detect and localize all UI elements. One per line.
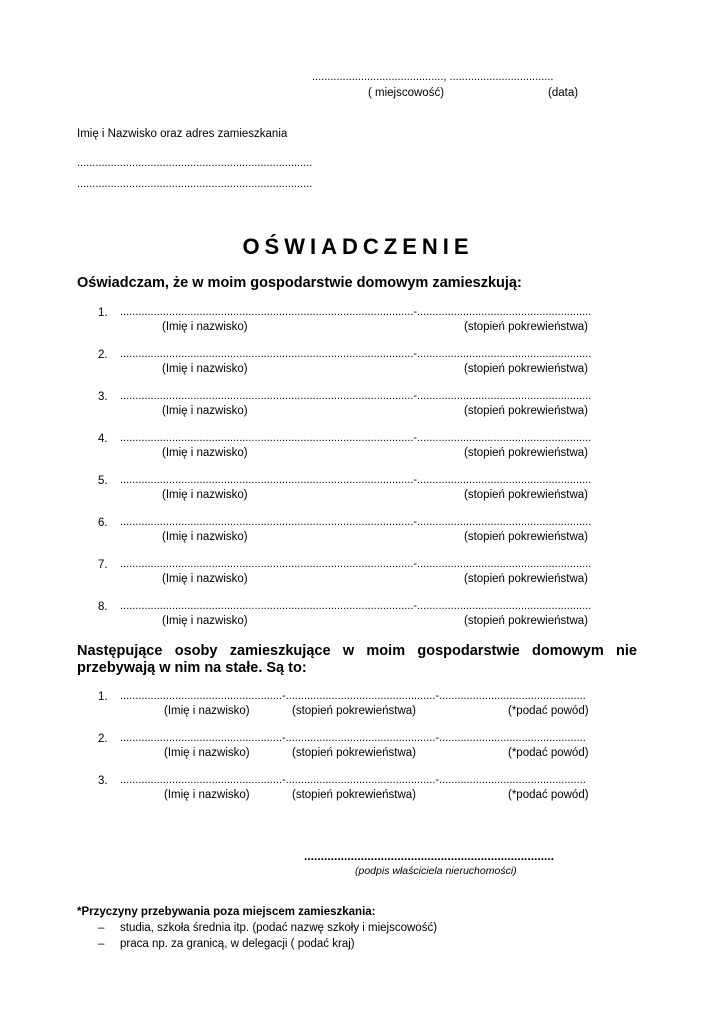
name-label: (Imię i nazwisko) <box>162 531 248 543</box>
signature-dots: ........................................................................... <box>304 849 555 863</box>
fill-line: ................................................................................................-......................................................... <box>120 390 592 402</box>
reason-label: (*podać powód) <box>508 747 589 759</box>
name-label: (Imię i nazwisko) <box>164 747 250 759</box>
name-label: (Imię i nazwisko) <box>162 615 248 627</box>
relation-label: (stopień pokrewieństwa) <box>464 363 589 375</box>
reason-label: (*podać powód) <box>508 789 589 801</box>
relation-label: (stopień pokrewieństwa) <box>292 789 417 801</box>
list-item-number: 4. <box>98 433 108 445</box>
relation-label: (stopień pokrewieństwa) <box>464 489 589 501</box>
relation-label: (stopień pokrewieństwa) <box>292 705 417 717</box>
section2-heading-line2: przebywają w nim na stałe. Są to: <box>77 660 307 676</box>
page-title: OŚWIADCZENIE <box>242 234 474 259</box>
list-item-number: 1. <box>98 307 108 319</box>
place-label: ( miejscowość) <box>368 87 445 99</box>
fill-line: ................................................................................................-......................................................... <box>120 516 592 528</box>
list-item-number: 6. <box>98 517 108 529</box>
fill-line: .....................................................-.................................................-................................................ <box>120 690 586 702</box>
name-label: (Imię i nazwisko) <box>162 573 248 585</box>
fill-line: ................................................................................................-......................................................... <box>120 474 592 486</box>
name-label: (Imię i nazwisko) <box>164 705 250 717</box>
fill-line: ................................................................................................-......................................................... <box>120 558 592 570</box>
relation-label: (stopień pokrewieństwa) <box>464 531 589 543</box>
list-item-number: 3. <box>98 391 108 403</box>
name-label: (Imię i nazwisko) <box>162 363 248 375</box>
list-item-number: 2. <box>98 349 108 361</box>
list-item-number: 3. <box>98 775 108 787</box>
name-label: (Imię i nazwisko) <box>162 321 248 333</box>
list-item-number: 7. <box>98 559 108 571</box>
name-label: (Imię i nazwisko) <box>162 405 248 417</box>
list-item-number: 5. <box>98 475 108 487</box>
fill-line: ................................................................................................-......................................................... <box>120 432 592 444</box>
fill-line: ................................................................................................-......................................................... <box>120 348 592 360</box>
fill-line: ................................................................................................-......................................................... <box>120 306 592 318</box>
list-item-number: 1. <box>98 691 108 703</box>
section2-heading-line1: Następujące osoby zamieszkujące w moim gospodarstwie domowym nie <box>77 643 637 659</box>
sender-line-2: ............................................................................. <box>77 178 313 190</box>
list-item-number: 2. <box>98 733 108 745</box>
place-date-dots: ..........................................., .................................. <box>312 71 554 83</box>
footnote-item-2: praca np. za granicą, w delegacji ( podać kraj) <box>120 938 355 950</box>
relation-label: (stopień pokrewieństwa) <box>464 447 589 459</box>
footnote-item-1: studia, szkoła średnia itp. (podać nazwę szkoły i miejscowość) <box>120 922 438 934</box>
relation-label: (stopień pokrewieństwa) <box>292 747 417 759</box>
reason-label: (*podać powód) <box>508 705 589 717</box>
sender-label: Imię i Nazwisko oraz adres zamieszkania <box>77 128 288 140</box>
date-label: (data) <box>548 87 579 99</box>
name-label: (Imię i nazwisko) <box>162 447 248 459</box>
name-label: (Imię i nazwisko) <box>162 489 248 501</box>
relation-label: (stopień pokrewieństwa) <box>464 405 589 417</box>
list-item-number: 8. <box>98 601 108 613</box>
fill-line: .....................................................-.................................................-................................................ <box>120 774 586 786</box>
signature-label: (podpis właściciela nieruchomości) <box>355 865 517 877</box>
footnote-bullet-2: – <box>98 938 105 950</box>
relation-label: (stopień pokrewieństwa) <box>464 573 589 585</box>
relation-label: (stopień pokrewieństwa) <box>464 615 589 627</box>
footnote-heading: *Przyczyny przebywania poza miejscem zamieszkania: <box>77 906 376 918</box>
fill-line: .....................................................-.................................................-................................................ <box>120 732 586 744</box>
sender-line-1: ............................................................................. <box>77 157 313 169</box>
name-label: (Imię i nazwisko) <box>164 789 250 801</box>
footnote-bullet-1: – <box>98 922 105 934</box>
relation-label: (stopień pokrewieństwa) <box>464 321 589 333</box>
section1-heading: Oświadczam, że w moim gospodarstwie domowym zamieszkują: <box>77 275 522 291</box>
fill-line: ................................................................................................-......................................................... <box>120 600 592 612</box>
